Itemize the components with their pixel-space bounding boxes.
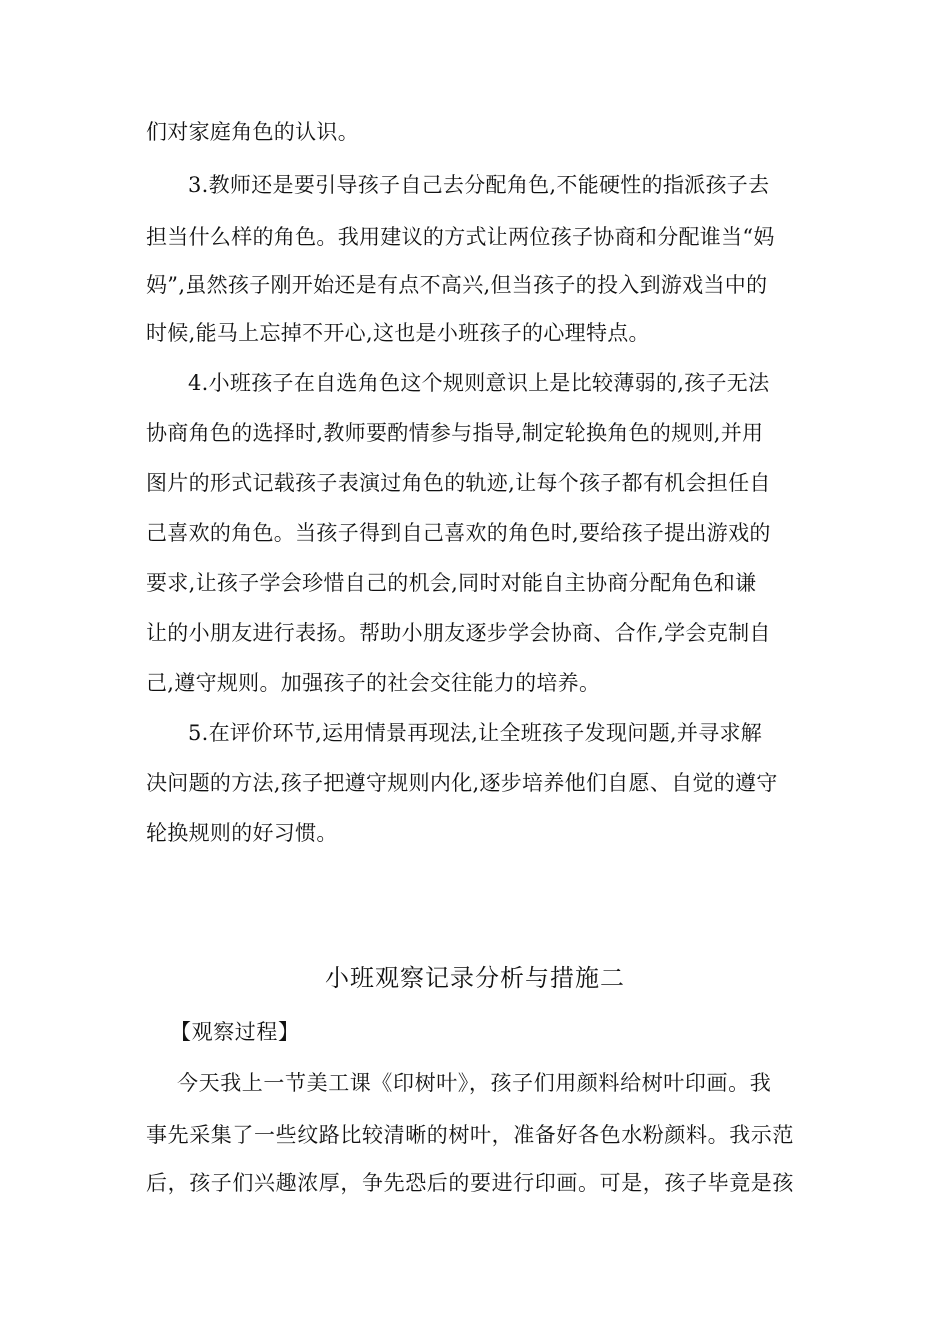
paragraph-line: 轮换规则的好习惯。 xyxy=(146,821,338,845)
paragraph-line: 今天我上一节美工课《印树叶》，孩子们用颜料给树叶印画。我 xyxy=(177,1071,772,1095)
section-heading: 【观察过程】 xyxy=(170,1020,300,1044)
paragraph-line: 己喜欢的角色。当孩子得到自己喜欢的角色时,要给孩子提出游戏的 xyxy=(146,521,771,545)
paragraph-line: 己,遵守规则。加强孩子的社会交往能力的培养。 xyxy=(146,671,601,695)
section-title: 小班观察记录分析与措施二 xyxy=(325,964,625,992)
paragraph-line: 决问题的方法,孩子把遵守规则内化,逐步培养他们自愿、自觉的遵守 xyxy=(146,771,778,795)
paragraph-line: 时候,能马上忘掉不开心,这也是小班孩子的心理特点。 xyxy=(146,321,650,345)
paragraph-line: 让的小朋友进行表扬。帮助小朋友逐步学会协商、合作,学会克制自 xyxy=(146,621,771,645)
paragraph-line: 3.教师还是要引导孩子自己去分配角色,不能硬性的指派孩子去 xyxy=(188,173,770,197)
paragraph-line: 事先采集了一些纹路比较清晰的树叶，准备好各色水粉颜料。我示范 xyxy=(146,1123,794,1147)
paragraph-line: 5.在评价环节,运用情景再现法,让全班孩子发现问题,并寻求解 xyxy=(188,721,763,745)
paragraph-line: 妈”,虽然孩子刚开始还是有点不高兴,但当孩子的投入到游戏当中的 xyxy=(146,273,768,297)
paragraph-line: 们对家庭角色的认识。 xyxy=(146,120,359,144)
paragraph-line: 要求,让孩子学会珍惜自己的机会,同时对能自主协商分配角色和谦 xyxy=(146,571,757,595)
paragraph-line: 后，孩子们兴趣浓厚，争先恐后的要进行印画。可是，孩子毕竟是孩 xyxy=(146,1171,794,1195)
paragraph-line: 协商角色的选择时,教师要酌情参与指导,制定轮换角色的规则,并用 xyxy=(146,421,764,445)
paragraph-line: 担当什么样的角色。我用建议的方式让两位孩子协商和分配谁当“妈 xyxy=(146,225,775,249)
paragraph-line: 图片的形式记载孩子表演过角色的轨迹,让每个孩子都有机会担任自 xyxy=(146,471,771,495)
paragraph-line: 4.小班孩子在自选角色这个规则意识上是比较薄弱的,孩子无法 xyxy=(188,371,770,395)
